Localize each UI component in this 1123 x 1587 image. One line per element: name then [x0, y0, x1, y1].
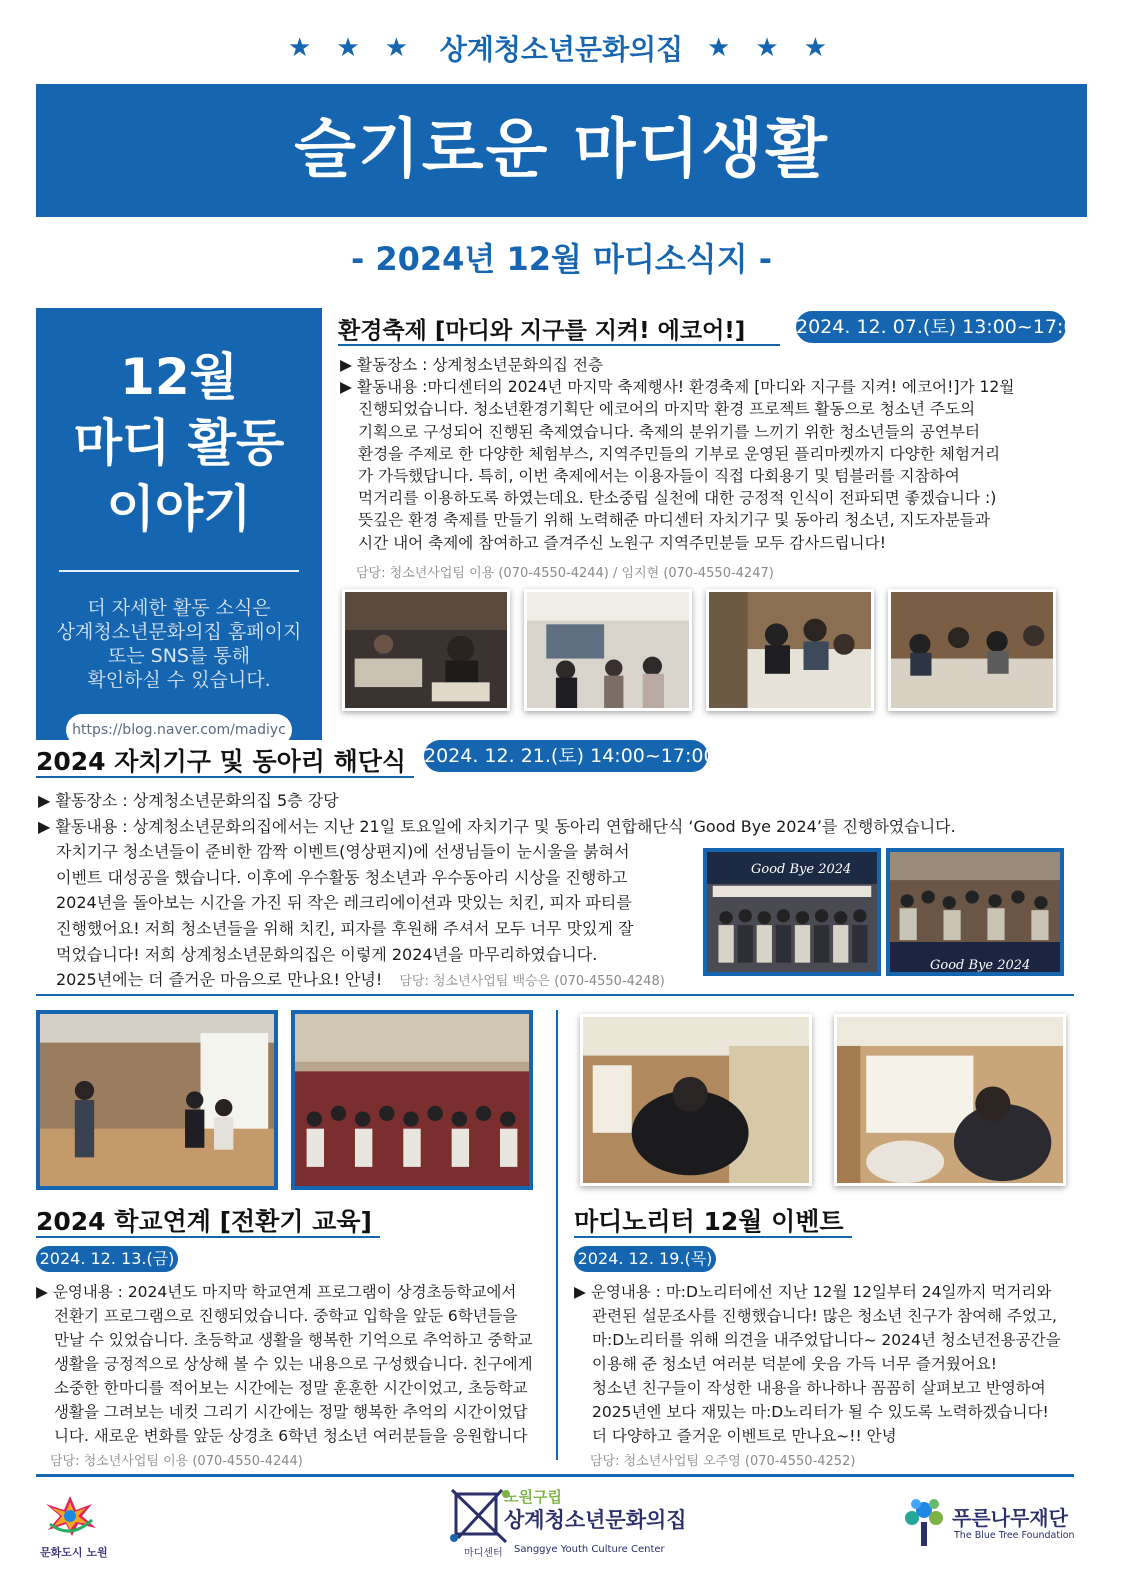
eco-festival-date-badge: 2024. 12. 07.(토) 13:00~17:00 [796, 311, 1066, 343]
sidebar-title-line: 12월 [120, 348, 238, 406]
eco-festival-photo [524, 589, 692, 711]
school-link-photo [291, 1010, 533, 1190]
header-org-line [0, 28, 1123, 68]
noriter-content-line: 마:D노리터를 위해 의견을 내주었답니다~ 2024년 청소년전용공간을 [592, 1331, 1061, 1349]
closing-ceremony-photo [886, 848, 1064, 976]
closing-ceremony-place: ▶ 활동장소 : 상계청소년문화의집 5층 강당 [38, 791, 339, 810]
noriter-credit: 담당: 청소년사업팀 오주영 (070-4550-4252) [590, 1454, 856, 1469]
blue-tree-foundation-logo [900, 1496, 1080, 1556]
noriter-content-line: 관련된 설문조사를 진행했습니다! 많은 청소년 친구가 참여해 주었고, [592, 1307, 1057, 1325]
star-icon: ★ ★ ★ [706, 33, 835, 63]
blue-tree-logo-sub: The Blue Tree Foundation [954, 1530, 1075, 1541]
closing-ceremony-photo [703, 848, 881, 976]
newsletter-subtitle: - 2024년 12월 마디소식지 - [350, 240, 773, 278]
closing-ceremony-content-line: 2024년을 돌아보는 시간을 가진 뒤 작은 레크리에이션과 맛있는 치킨, 피자 파티를 [56, 893, 632, 913]
eco-festival-underline [338, 344, 780, 346]
noriter-body [574, 1280, 1094, 1448]
ceremony-banner-text: Good Bye 2024 [751, 862, 852, 877]
noriter-content-line: 청소년 친구들이 작성한 내용을 하나하나 꼼꼼히 살펴보고 반영하여 [592, 1379, 1046, 1397]
sidebar-desc-line: 상계청소년문화의집 홈페이지 [56, 621, 302, 643]
sidebar-panel [36, 308, 322, 740]
school-link-photo [36, 1010, 278, 1190]
school-link-credit: 담당: 청소년사업팀 이용 (070-4550-4244) [50, 1454, 303, 1469]
school-link-content-line: ▶ 운영내용 : 2024년도 마지막 학교연계 프로그램이 상경초등학교에서 [36, 1283, 517, 1301]
school-link-content-line: 전환기 프로그램으로 진행되었습니다. 중학교 입학을 앞둔 6학년들을 [54, 1307, 518, 1325]
tree-logo-icon [900, 1496, 948, 1548]
closing-ceremony-content-line: ▶ 활동내용 : 상계청소년문화의집에서는 지난 21일 토요일에 자치기구 및 동아리 연합해단식 ‘Good Bye 2024’를 진행하였습니다. [38, 816, 956, 836]
ceremony-banner-text: Good Bye 2024 [930, 958, 1031, 973]
sidebar-desc-line: 확인하실 수 있습니다. [87, 669, 271, 691]
closing-ceremony-date-badge: 2024. 12. 21.(토) 14:00~17:00 [424, 740, 708, 772]
blue-tree-logo-main: 푸른나무재단 [952, 1506, 1068, 1530]
school-link-title: 2024 학교연계 [전환기 교육] [36, 1207, 372, 1236]
section-divider [36, 994, 1074, 996]
center-logo-top: 노원구립 [504, 1488, 562, 1506]
noriter-title: 마디노리터 12월 이벤트 [574, 1207, 844, 1236]
noriter-photo [834, 1014, 1066, 1186]
newsletter-title: 슬기로운 마디생활 [36, 84, 1087, 217]
eco-festival-content-line: 가 가득했답니다. 특히, 이번 축제에서는 이용자들이 직접 다회용기 및 텀블러를 지참하여 [358, 467, 960, 486]
sidebar-title [36, 344, 322, 542]
nowon-culture-city-logo [40, 1494, 110, 1564]
school-link-body [36, 1280, 556, 1448]
noriter-content-line: 더 다양하고 즐거운 이벤트로 만나요~!! 안녕 [592, 1427, 897, 1445]
star-logo-icon [40, 1494, 100, 1538]
eco-festival-photo [888, 589, 1056, 711]
eco-festival-photo [706, 589, 874, 711]
closing-ceremony-content-line: 진행했어요! 저희 청소년들을 위해 치킨, 피자를 후원해 주셔서 모두 너무 맛있게 잘 [56, 918, 634, 938]
star-icon: ★ ★ ★ [288, 33, 417, 63]
sidebar-desc-line: 또는 SNS를 통해 [107, 645, 251, 667]
center-logo-main: 상계청소년문화의집 [504, 1508, 687, 1532]
eco-festival-title: 환경축제 [마디와 지구를 지켜! 에코어!] [338, 318, 746, 344]
org-name: 상계청소년문화의집 [439, 33, 684, 66]
closing-ceremony-content-line: 먹었습니다! 저희 상계청소년문화의집은 이렇게 2024년을 마무리하였습니다. [56, 944, 598, 964]
school-link-date-badge: 2024. 12. 13.(금) [36, 1246, 178, 1272]
eco-festival-photo [342, 589, 510, 711]
closing-ceremony-underline [36, 776, 414, 778]
school-link-content-line: 생활을 긍정적으로 상상해 볼 수 있는 내용으로 구성했습니다. 친구에게 [54, 1355, 533, 1373]
sidebar-desc-line: 더 자세한 활동 소식은 [87, 597, 271, 619]
sidebar-title-line: 마디 활동 [73, 414, 285, 472]
center-logo [450, 1486, 690, 1560]
sidebar-divider [59, 570, 299, 572]
school-link-content-line: 니다. 새로운 변화를 앞둔 상경초 6학년 청소년 여러분들을 응원합니다 [54, 1427, 528, 1445]
center-logo-sub1: 마디센터 [464, 1548, 503, 1559]
school-link-content-line: 소중한 한마디를 적어보는 시간에는 정말 훈훈한 시간이었고, 초등학교 [54, 1379, 528, 1397]
footer-divider [36, 1474, 1074, 1477]
sidebar-title-line: 이야기 [106, 480, 252, 538]
closing-ceremony-content-line: 자치기구 청소년들이 준비한 깜짝 이벤트(영상편지)에 선생님들이 눈시울을 붉혀서 [56, 842, 630, 862]
eco-festival-content-line: 시간 내어 축제에 참여하고 즐겨주신 노원구 지역주민분들 모두 감사드립니다! [358, 533, 886, 552]
noriter-content-line: ▶ 운영내용 : 마:D노리터에선 지난 12월 12일부터 24일까지 먹거리와 [574, 1283, 1052, 1301]
school-link-underline [36, 1236, 380, 1238]
eco-festival-place: ▶ 활동장소 : 상계청소년문화의집 전층 [340, 356, 604, 374]
closing-ceremony-content-line: 이벤트 대성공을 했습니다. 이후에 우수활동 청소년과 우수동아리 시상을 진행하고 [56, 867, 628, 887]
noriter-photo [580, 1014, 812, 1186]
eco-festival-content-line: 환경을 주제로 한 다양한 체험부스, 지역주민들의 기부로 운영된 플리마켓까지 다양한 체험거리 [358, 444, 1001, 463]
closing-ceremony-title: 2024 자치기구 및 동아리 해단식 [36, 747, 407, 776]
eco-festival-content-line: ▶ 활동내용 :마디센터의 2024년 마지막 축제행사! 환경축제 [마디와 지구를 지켜! 에코어!]가 12월 [340, 378, 1015, 397]
eco-festival-body [340, 354, 1080, 554]
school-link-content-line: 생활을 그려보는 네컷 그리기 시간에는 정말 행복한 추억의 시간이었답 [54, 1403, 528, 1421]
noriter-underline [574, 1236, 852, 1238]
eco-festival-content-line: 진행되었습니다. 청소년환경기획단 에코어의 마지막 환경 프로젝트 활동으로 청소년 주도의 [358, 400, 976, 419]
closing-ceremony-credit: 담당: 청소년사업팀 백승은 (070-4550-4248) [399, 974, 665, 990]
noriter-content-line: 2025년엔 보다 재밌는 마:D노리터가 될 수 있도록 노력하겠습니다! [592, 1403, 1049, 1421]
closing-ceremony-last-line: 2025년에는 더 즐거운 마음으로 만나요! 안녕! [56, 970, 383, 990]
school-link-content-line: 만날 수 있었습니다. 초등학교 생활을 행복한 기억으로 추억하고 중학교 [54, 1331, 533, 1349]
nowon-logo-text: 문화도시 노원 [40, 1546, 108, 1559]
center-logo-sub2: Sanggye Youth Culture Center [514, 1544, 665, 1555]
noriter-date-badge: 2024. 12. 19.(목) [574, 1246, 716, 1272]
sidebar-description [36, 596, 322, 692]
eco-festival-content-line: 먹거리를 이용하도록 하였는데요. 탄소중립 실천에 대한 긍정적 인식이 전파되면 좋겠습니다 :) [358, 489, 997, 508]
eco-festival-credit: 담당: 청소년사업팀 이용 (070-4550-4244) / 임지현 (070-4550-4247) [356, 566, 774, 581]
blog-link[interactable]: https://blog.naver.com/madiyc [66, 714, 292, 746]
noriter-content-line: 이용해 준 청소년 여러분 덕분에 웃음 가득 너무 즐거웠어요! [592, 1355, 997, 1373]
column-divider [556, 1010, 558, 1460]
eco-festival-content-line: 기획으로 구성되어 진행된 축제였습니다. 축제의 분위기를 느끼기 위한 청소년들의 공연부터 [358, 422, 980, 441]
eco-festival-content-line: 뜻깊은 환경 축제를 만들기 위해 노력해준 마디센터 자치기구 및 동아리 청소년, 지도자분들과 [358, 511, 990, 530]
